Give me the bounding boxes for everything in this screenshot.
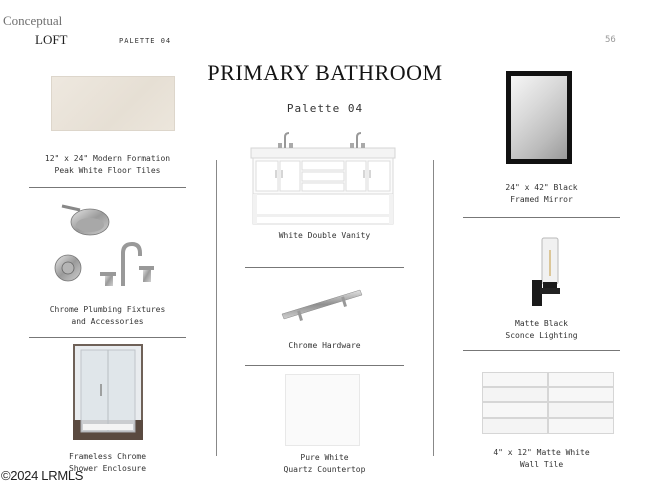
hardware-caption: Chrome Hardware — [288, 341, 361, 350]
wall-tile-image — [482, 372, 614, 434]
palette-tag: PALETTE 04 — [119, 37, 172, 45]
countertop-swatch — [285, 374, 360, 446]
chrome-hardware-image — [280, 284, 364, 324]
divider-right-2 — [463, 350, 620, 351]
floor-tile-swatch — [51, 76, 175, 131]
sconce-light-image — [528, 236, 568, 310]
copyright-watermark: ©2024 LRMLS — [1, 468, 84, 483]
divider-center-1 — [245, 267, 404, 268]
page-number: 56 — [605, 35, 616, 45]
plumbing-caption: Chrome Plumbing Fixtures and Accessories — [49, 305, 166, 326]
brand-loft: LOFT — [35, 32, 68, 47]
shower-caption: Frameless Chrome Shower Enclosure — [68, 452, 147, 473]
column-divider-right — [433, 160, 434, 456]
divider-left-2 — [29, 337, 186, 338]
vanity-caption: White Double Vanity — [278, 231, 371, 240]
divider-center-2 — [245, 365, 404, 366]
divider-left-1 — [29, 187, 186, 188]
framed-mirror-image — [506, 71, 572, 164]
sconce-caption: Matte Black Sconce Lighting — [505, 319, 578, 340]
mirror-caption: 24" x 42" Black Framed Mirror — [505, 183, 578, 204]
double-vanity-image — [249, 130, 397, 226]
column-divider-left — [216, 160, 217, 456]
countertop-caption: Pure White Quartz Countertop — [283, 453, 366, 474]
plumbing-fixtures-image — [50, 198, 170, 293]
brand-conceptual: Conceptual — [3, 13, 63, 28]
page-subtitle: Palette 04 — [286, 102, 364, 115]
page-title: PRIMARY BATHROOM — [207, 60, 443, 85]
wall-tile-caption: 4" x 12" Matte White Wall Tile — [493, 448, 590, 469]
divider-right-1 — [463, 217, 620, 218]
shower-enclosure-image — [73, 344, 143, 440]
floor-tile-caption: 12" x 24" Modern Formation Peak White Floor Tiles — [44, 154, 171, 175]
